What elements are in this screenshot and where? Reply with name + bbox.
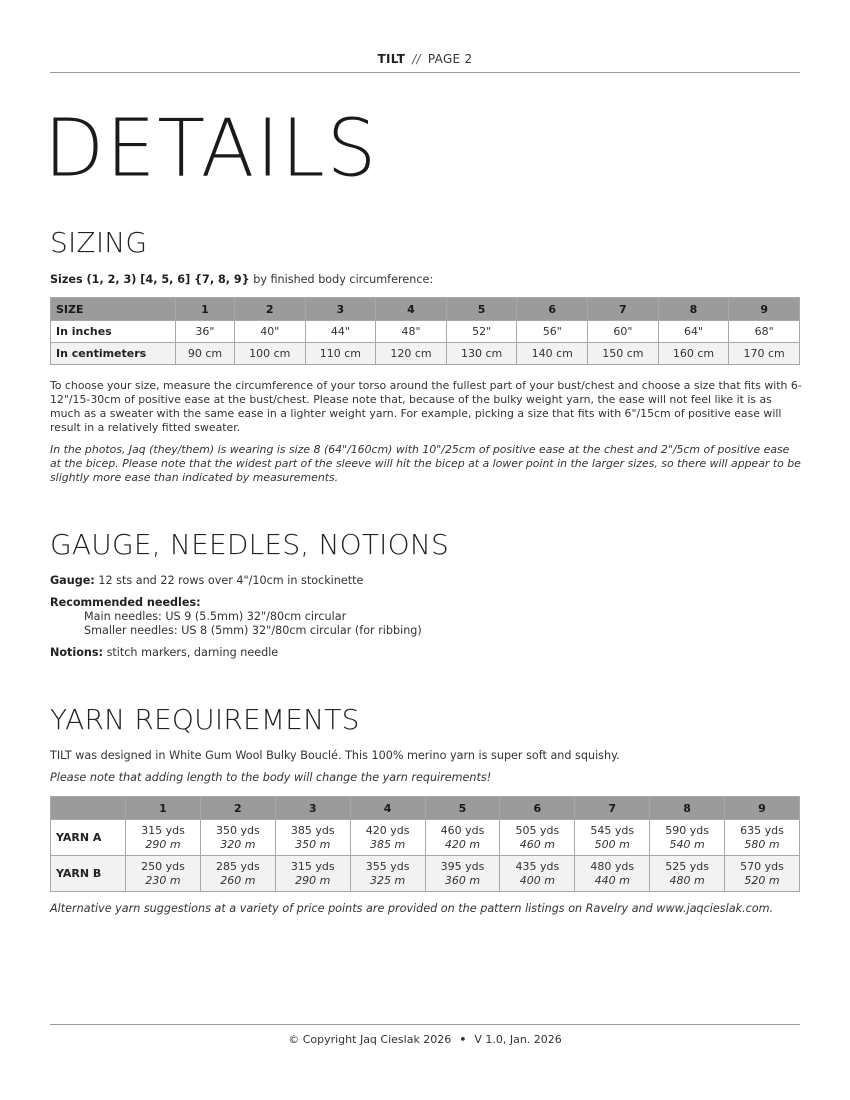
size-col-5: 5 xyxy=(446,298,517,321)
table-cell: 350 yds 320 m xyxy=(200,820,275,856)
header-divider xyxy=(50,72,800,73)
size-col-7: 7 xyxy=(588,298,659,321)
yarn-size-col-9: 9 xyxy=(725,797,800,820)
table-cell: 315 yds 290 m xyxy=(126,820,201,856)
table-cell: 395 yds 360 m xyxy=(425,856,500,892)
sizing-table xyxy=(50,297,800,365)
table-row xyxy=(51,856,800,892)
table-cell: 635 yds 580 m xyxy=(725,820,800,856)
size-col-4: 4 xyxy=(376,298,447,321)
gauge-line xyxy=(50,574,802,588)
table-cell: 100 cm xyxy=(234,343,305,365)
table-row xyxy=(51,820,800,856)
footer-dot: • xyxy=(459,1033,467,1046)
table-cell: 64" xyxy=(658,321,729,343)
table-cell: 250 yds 230 m xyxy=(126,856,201,892)
notions-line xyxy=(50,646,802,660)
version: V 1.0, Jan. 2026 xyxy=(474,1033,562,1046)
table-cell: 60" xyxy=(588,321,659,343)
notions-text: stitch markers, darning needle xyxy=(103,646,279,659)
gauge-heading: GAUGE, NEEDLES, NOTIONS xyxy=(50,528,449,561)
table-cell: 545 yds 500 m xyxy=(575,820,650,856)
yarn-size-col-1: 1 xyxy=(126,797,201,820)
row-label-centimeters: In centimeters xyxy=(51,343,176,365)
size-col-1: 1 xyxy=(176,298,235,321)
table-cell: 130 cm xyxy=(446,343,517,365)
page-title: DETAILS xyxy=(44,103,379,195)
table-row xyxy=(51,321,800,343)
copyright: © Copyright Jaq Cieslak 2026 xyxy=(288,1033,452,1046)
yarn-size-col-6: 6 xyxy=(500,797,575,820)
page-number: PAGE 2 xyxy=(427,52,473,66)
table-cell: 150 cm xyxy=(588,343,659,365)
sizing-instructions: To choose your size, measure the circumference of your torso around the fullest part of your bust/chest and choose a size that fits with 6-12"/15-30cm of positive ease at the bust/chest. Please note that, because of the bulky weight yarn, the ease will not feel like it is as much as a sweater with the same ease in a lighter weight yarn. For example, picking a size that fits with 6"/15cm of positive ease will result in a relatively fitted sweater. xyxy=(50,379,802,434)
table-cell: 385 yds 350 m xyxy=(275,820,350,856)
yarn-size-col-7: 7 xyxy=(575,797,650,820)
table-cell: 48" xyxy=(376,321,447,343)
table-cell: 52" xyxy=(446,321,517,343)
table-cell: 44" xyxy=(305,321,376,343)
yarn-a-label: YARN A xyxy=(51,820,126,856)
table-cell: 460 yds 420 m xyxy=(425,820,500,856)
table-cell: 56" xyxy=(517,321,588,343)
table-row xyxy=(51,343,800,365)
table-cell: 420 yds 385 m xyxy=(350,820,425,856)
table-cell: 110 cm xyxy=(305,343,376,365)
page-footer xyxy=(50,1033,800,1046)
table-cell: 590 yds 540 m xyxy=(650,820,725,856)
main-needles: Main needles: US 9 (5.5mm) 32"/80cm circular xyxy=(84,610,347,623)
size-col-9: 9 xyxy=(729,298,800,321)
table-cell: 505 yds 460 m xyxy=(500,820,575,856)
yarn-table xyxy=(50,796,800,892)
yarn-length-note: Please note that adding length to the body will change the yarn requirements! xyxy=(50,771,492,784)
yarn-size-col-2: 2 xyxy=(200,797,275,820)
notions-label: Notions: xyxy=(50,646,104,659)
table-cell: 525 yds 480 m xyxy=(650,856,725,892)
sizes-intro-text: by finished body circumference: xyxy=(249,273,434,286)
yarn-size-col-3: 3 xyxy=(275,797,350,820)
table-cell: 170 cm xyxy=(729,343,800,365)
page-header xyxy=(50,52,800,66)
size-col-3: 3 xyxy=(305,298,376,321)
table-cell: 435 yds 400 m xyxy=(500,856,575,892)
table-cell: 40" xyxy=(234,321,305,343)
size-col-6: 6 xyxy=(517,298,588,321)
sizes-list: Sizes (1, 2, 3) [4, 5, 6] {7, 8, 9} xyxy=(50,273,250,286)
table-cell: 315 yds 290 m xyxy=(275,856,350,892)
gauge-label: Gauge: xyxy=(50,574,95,587)
size-header: SIZE xyxy=(51,298,176,321)
table-cell: 570 yds 520 m xyxy=(725,856,800,892)
table-cell: 90 cm xyxy=(176,343,235,365)
row-label-inches: In inches xyxy=(51,321,176,343)
size-col-2: 2 xyxy=(234,298,305,321)
yarn-heading: YARN REQUIREMENTS xyxy=(50,703,360,736)
yarn-size-col-8: 8 xyxy=(650,797,725,820)
alternative-yarn-note: Alternative yarn suggestions at a variety of price points are provided on the pattern listings on Ravelry and www.jaqcieslak.com. xyxy=(50,902,774,915)
yarn-header-row xyxy=(51,797,800,820)
yarn-size-col-4: 4 xyxy=(350,797,425,820)
table-cell: 68" xyxy=(729,321,800,343)
yarn-corner-header xyxy=(51,797,126,820)
smaller-needles: Smaller needles: US 8 (5mm) 32"/80cm circular (for ribbing) xyxy=(84,624,422,637)
header-separator: // xyxy=(412,52,421,66)
pattern-name: TILT xyxy=(377,52,406,66)
footer-divider xyxy=(50,1024,800,1025)
sizing-heading: SIZING xyxy=(50,226,148,259)
needles-label: Recommended needles: xyxy=(50,596,201,609)
yarn-size-col-5: 5 xyxy=(425,797,500,820)
needles-heading xyxy=(50,596,802,610)
table-cell: 480 yds 440 m xyxy=(575,856,650,892)
yarn-description: TILT was designed in White Gum Wool Bulky Bouclé. This 100% merino yarn is super soft and squishy. xyxy=(50,749,620,762)
photo-note: In the photos, Jaq (they/them) is wearing is size 8 (64"/160cm) with 10"/25cm of positive ease at the chest and 2"/5cm of positive ease at the bicep. Please note that the widest part of the sleeve will hit the bicep at a lower point in the larger sizes, so there will appear to be slightly more ease than indicated by measurements. xyxy=(50,443,801,484)
table-cell: 36" xyxy=(176,321,235,343)
gauge-text: 12 sts and 22 rows over 4"/10cm in stockinette xyxy=(94,574,364,587)
sizes-intro xyxy=(50,273,802,287)
table-cell: 120 cm xyxy=(376,343,447,365)
size-col-8: 8 xyxy=(658,298,729,321)
sizing-header-row xyxy=(51,298,800,321)
yarn-b-label: YARN B xyxy=(51,856,126,892)
table-cell: 160 cm xyxy=(658,343,729,365)
table-cell: 285 yds 260 m xyxy=(200,856,275,892)
table-cell: 140 cm xyxy=(517,343,588,365)
table-cell: 355 yds 325 m xyxy=(350,856,425,892)
